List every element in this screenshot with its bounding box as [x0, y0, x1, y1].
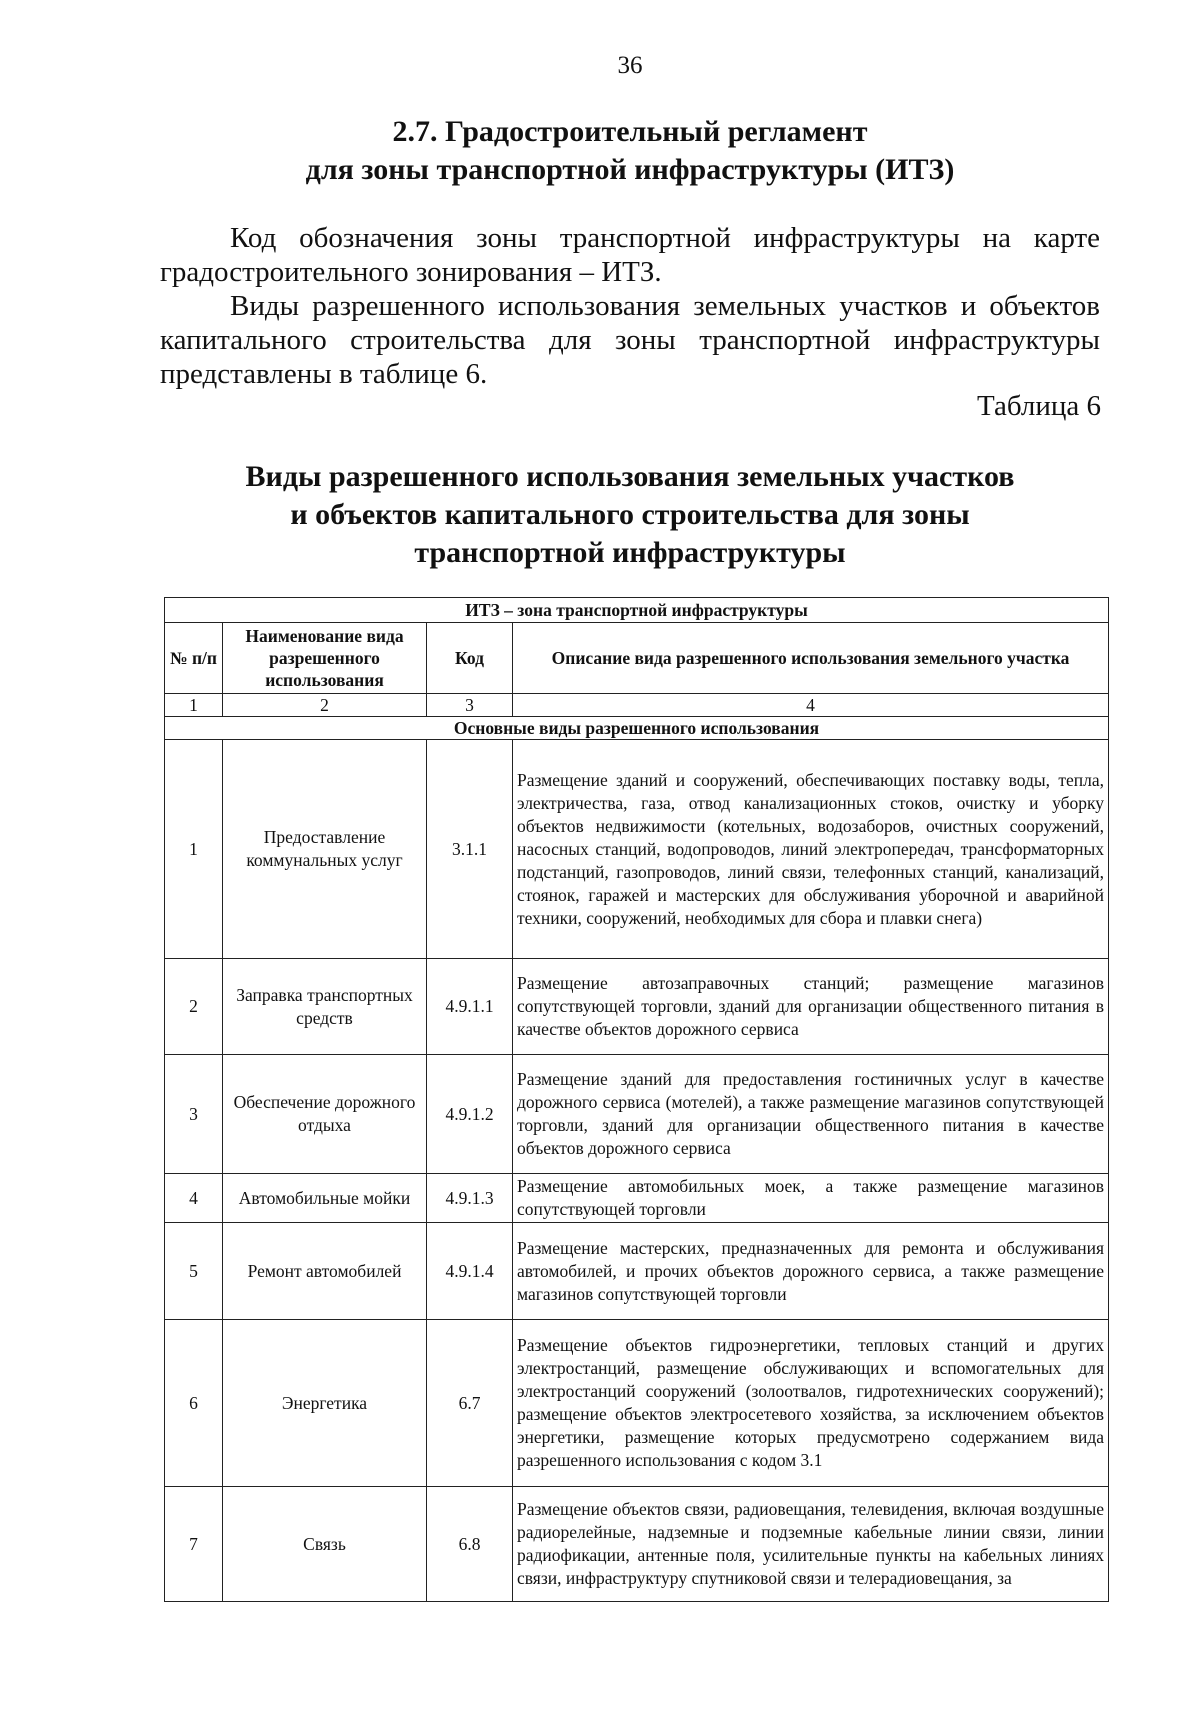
- table-title: [0, 458, 1200, 572]
- permitted-uses-table: [164, 597, 1109, 1602]
- use-name: Энергетика: [223, 1320, 427, 1487]
- use-description: Размещение мастерских, предназначенных для ремонта и обслуживания автомобилей, и прочих объектов дорожного сервиса, а также размещение магазинов сопутствующей торговли: [513, 1223, 1109, 1320]
- permitted-uses-paragraph-text: Виды разрешенного использования земельных участков и объектов капитального строительства для зоны транспортной инфраструктуры представлены в таблице 6.: [160, 290, 1100, 390]
- row-number: 7: [165, 1487, 223, 1602]
- use-code: 6.7: [427, 1320, 513, 1487]
- use-code: 4.9.1.2: [427, 1055, 513, 1174]
- use-description: Размещение объектов гидроэнергетики, тепловых станций и других электростанций, размещение обслуживающих и вспомогательных для электростанций сооружений (золоотвалов, гидротехнических сооружений); размещение объектов электросетевого хозяйства, за исключением объектов энергетики, размещение которых предусмотрено содержанием вида разрешенного использования с кодом 3.1: [513, 1320, 1109, 1487]
- column-header-row: [165, 623, 1109, 694]
- use-name: Ремонт автомобилей: [223, 1223, 427, 1320]
- use-code: 3.1.1: [427, 740, 513, 959]
- row-number: 1: [165, 740, 223, 959]
- use-name: Связь: [223, 1487, 427, 1602]
- column-number: 1: [165, 694, 223, 717]
- section-heading: [0, 113, 1200, 189]
- zone-code-paragraph: [160, 221, 1100, 289]
- use-description: Размещение автомобильных моек, а также размещение магазинов сопутствующей торговли: [513, 1174, 1109, 1223]
- use-name: Обеспечение дорожного отдыха: [223, 1055, 427, 1174]
- use-name: Предоставление коммунальных услуг: [223, 740, 427, 959]
- use-code: 4.9.1.3: [427, 1174, 513, 1223]
- table-title-line-1: Виды разрешенного использования земельных участков: [245, 460, 1015, 493]
- column-number: 4: [513, 694, 1109, 717]
- table-row: [165, 959, 1109, 1055]
- use-description: Размещение зданий для предоставления гостиничных услуг в качестве дорожного сервиса (мотелей), а также размещение магазинов сопутствующей торговли, зданий для организации общественного питания в качестве объектов дорожного сервиса: [513, 1055, 1109, 1174]
- section-heading-line-2: для зоны транспортной инфраструктуры (ИТЗ): [305, 153, 955, 186]
- section-title: Основные виды разрешенного использования: [165, 717, 1109, 740]
- zone-header: ИТЗ – зона транспортной инфраструктуры: [165, 598, 1109, 623]
- table-row: [165, 1055, 1109, 1174]
- column-header-description: Описание вида разрешенного использования земельного участка: [513, 623, 1109, 694]
- zone-code-paragraph-text: Код обозначения зоны транспортной инфраструктуры на карте градостроительного зонирования – ИТЗ.: [160, 222, 1100, 288]
- table-row: [165, 1223, 1109, 1320]
- column-number-row: [165, 694, 1109, 717]
- table-row: [165, 740, 1109, 959]
- use-description: Размещение объектов связи, радиовещания, телевидения, включая воздушные радиорелейные, надземные и подземные кабельные линии связи, линии радиофикации, антенные поля, усилительные пункты на кабельных линиях связи, инфраструктуру спутниковой связи и телерадиовещания, за: [513, 1487, 1109, 1602]
- table-title-line-3: транспортной инфраструктуры: [414, 536, 846, 569]
- column-number: 3: [427, 694, 513, 717]
- section-title-row: [165, 717, 1109, 740]
- table-row: [165, 1174, 1109, 1223]
- table-row: [165, 1320, 1109, 1487]
- column-header-num: № п/п: [165, 623, 223, 694]
- table-title-line-2: и объектов капитального строительства для зоны: [290, 498, 970, 531]
- row-number: 3: [165, 1055, 223, 1174]
- permitted-uses-paragraph: [160, 289, 1100, 391]
- use-code: 6.8: [427, 1487, 513, 1602]
- row-number: 5: [165, 1223, 223, 1320]
- use-description: Размещение автозаправочных станций; размещение магазинов сопутствующей торговли, зданий для организации общественного питания в качестве объектов дорожного сервиса: [513, 959, 1109, 1055]
- use-code: 4.9.1.1: [427, 959, 513, 1055]
- row-number: 4: [165, 1174, 223, 1223]
- section-heading-line-1: 2.7. Градостроительный регламент: [392, 115, 868, 148]
- use-code: 4.9.1.4: [427, 1223, 513, 1320]
- table-caption: Таблица 6: [976, 390, 1101, 422]
- column-number: 2: [223, 694, 427, 717]
- row-number: 6: [165, 1320, 223, 1487]
- zone-header-row: [165, 598, 1109, 623]
- use-name: Автомобильные мойки: [223, 1174, 427, 1223]
- table-row: [165, 1487, 1109, 1602]
- use-name: Заправка транспортных средств: [223, 959, 427, 1055]
- column-header-name: Наименование вида разрешенного использования: [223, 623, 427, 694]
- column-header-code: Код: [427, 623, 513, 694]
- use-description: Размещение зданий и сооружений, обеспечивающих поставку воды, тепла, электричества, газа, отвод канализационных стоков, очистку и уборку объектов недвижимости (котельных, водозаборов, очистных сооружений, насосных станций, водопроводов, линий электропередач, трансформаторных подстанций, газопроводов, линий связи, телефонных станций, канализаций, стоянок, гаражей и мастерских для обслуживания уборочной и аварийной техники, сооружений, необходимых для сбора и плавки снега): [513, 740, 1109, 959]
- page-number: 36: [617, 52, 643, 79]
- row-number: 2: [165, 959, 223, 1055]
